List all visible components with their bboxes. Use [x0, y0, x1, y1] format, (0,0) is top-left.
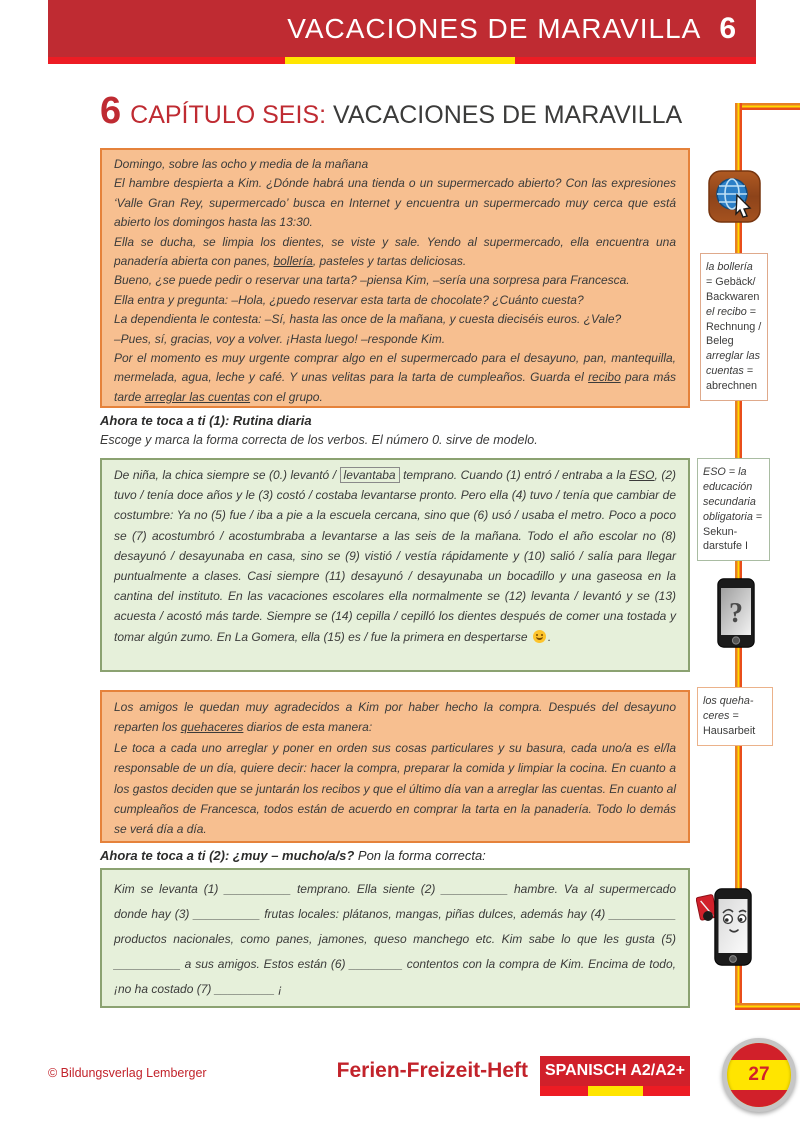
story-box-1	[100, 148, 690, 408]
svg-text:?: ?	[729, 598, 743, 629]
paragraph: Ella se ducha, se limpia los dientes, se viste y sale. Yendo al supermercado, ella encuentra una panadería abierta con panes, bollería, pasteles y tartas deliciosas.	[114, 234, 676, 269]
header-accent-strip	[48, 57, 756, 64]
page-number: 27	[748, 1063, 770, 1085]
task1-instruction: Escoge y marca la forma correcta de los verbos. El número 0. sirve de modelo.	[100, 433, 538, 447]
flag-stripe-top	[727, 1043, 791, 1060]
rail-bottom-segment	[735, 1003, 800, 1010]
vocab-note-quehaceres: los queha- ceres = Hausarbeit	[697, 687, 773, 746]
paragraph: La dependienta le contesta: –Sí, hasta las once de la mañana, y cuesta dieciséis euros. ¿Vale?	[114, 312, 622, 327]
smartphone-mascot-icon	[696, 886, 758, 973]
chapter-number: 6	[100, 90, 122, 132]
story-box-2	[100, 690, 690, 843]
series-title: Ferien-Freizeit-Heft	[336, 1059, 528, 1082]
page-header-banner	[48, 0, 756, 57]
vocab-note-eso: ESO = la educación secundaria obligatoria = Sekun- darstufe I	[697, 458, 770, 561]
chapter-heading	[100, 90, 682, 133]
flag-stripe-bottom	[727, 1090, 791, 1107]
task2-heading: Ahora te toca a ti (2): ¿muy – mucho/a/s? Pon la forma correcta:	[100, 848, 486, 863]
chapter-title: VACACIONES DE MARAVILLA	[333, 101, 683, 129]
level-badge-yellow	[588, 1086, 643, 1096]
paragraph: El hambre despierta a Kim. ¿Dónde habrá una tienda o un supermercado abierto? Con las expresiones ‘Valle Gran Rey, supermercado’ busca en Internet y encuentra un supermercado muy cerca que está abierto los domingos hasta las 13:30.	[114, 176, 676, 230]
vocab-note-bolleria: la bollería = Gebäck/ Backwaren el recibo = Rechnung / Beleg arreglar las cuentas = abrechnen	[700, 253, 768, 401]
paragraph: Los amigos le quedan muy agradecidos a Kim por haber hecho la compra. Después del desayuno reparten los quehaceres diarios de esta manera:	[114, 700, 676, 735]
paragraph: Ella entra y pregunta: –Hola, ¿puedo reservar esta tarta de chocolate? ¿Cuánto cuesta?	[114, 292, 584, 307]
task1-heading: Ahora te toca a ti (1): Rutina diaria	[100, 413, 312, 428]
internet-globe-icon	[708, 170, 761, 230]
task2-exercise-box: Kim se levanta (1) __________ temprano. Ella siente (2) __________ hambre. Va al supermercado donde hay (3) __________ frutas locales: plátanos, mangas, piñas dulces, además hay (4) __________ productos nacionales, como panes, jamones, queso manchego etc. Kim sabe lo que les gusta (5) __________ a sus amigos. Estos están (6) ________ contentos con la compra de Kim. Encima de todo, ¡no ha costado (7) _________ ¡	[100, 868, 690, 1008]
header-chapter-number: 6	[719, 11, 736, 45]
chapter-label: CAPÍTULO SEIS:	[130, 101, 327, 129]
level-badge-strip	[540, 1086, 690, 1096]
paragraph: Domingo, sobre las ocho y media de la mañana	[114, 157, 369, 171]
level-badge: SPANISCH A2/A2+	[540, 1056, 690, 1086]
header-accent-yellow	[285, 57, 515, 64]
paragraph: Por el momento es muy urgente comprar algo en el supermercado para el desayuno, pan, mantequilla, mermelada, agua, leche y café. Y unas velitas para la tarta de cumpleaños. Guarda el recibo para más tarde arreglar las cuentas con el grupo.	[114, 351, 677, 404]
smartphone-question-icon	[717, 578, 755, 653]
task1-exercise-box: De niña, la chica siempre se (0.) levantó / levantaba temprano. Cuando (1) entró / entraba a la ESO, (2) tuvo / tenía doce años y le (3) costó / costaba levantarse pronto. Pero ella (4) tuvo / tenía que cambiar de costumbre: Ya no (5) fue / iba a pie a la escuela cercana, sino que (6) usó / usaba el metro. Poco a poco se (7) acostumbró / acostumbraba a levantarse a las seis de la mañana. Todo el año escolar no (8) desayunó / desayunaba en casa, sino se (9) vistió / vestía rápidamente y (10) salió / salía para llegar puntualmente a clases. Casi siempre (11) desayunó / desayunaba un bocadillo y una gaseosa en la cantina del instituto. En las vacaciones escolares ella normalmente se (12) levanta / levantó y se (13) acuesta / acostó más tarde. Siempre se (14) cepilla / cepilló los dientes después de comer una tostada y tomar algún zumo. En La Gomera, ella (15) es / fue la primera en despertarse .	[100, 458, 690, 672]
paragraph: Bueno, ¿se puede pedir o reservar una tarta? –piensa Kim, –sería una sorpresa para Francesca.	[114, 273, 630, 288]
copyright-text: © Bildungsverlag Lemberger	[48, 1066, 207, 1080]
rail-top-segment	[735, 103, 800, 110]
page-number-badge	[722, 1038, 796, 1112]
paragraph: Le toca a cada uno arreglar y poner en orden sus cosas particulares y su basura, cada uno/a es el/la responsable de un día, quiere decir: hacer la compra, preparar la comida y limpiar la cocina. En cuanto a los gastos deciden que se juntarán los recibos y que el último día van a arreglar las cuentas. En cuanto al cumpleaños de Francesca, todos están de acuerdo en comprar la tarta en la panadería. Todo lo demás se verá día a día.	[114, 740, 676, 837]
header-title: VACACIONES DE MARAVILLA	[287, 12, 702, 44]
smiley-face-icon	[533, 630, 546, 643]
paragraph: –Pues, sí, gracias, voy a volver. ¡Hasta luego! –responde Kim.	[114, 331, 446, 346]
